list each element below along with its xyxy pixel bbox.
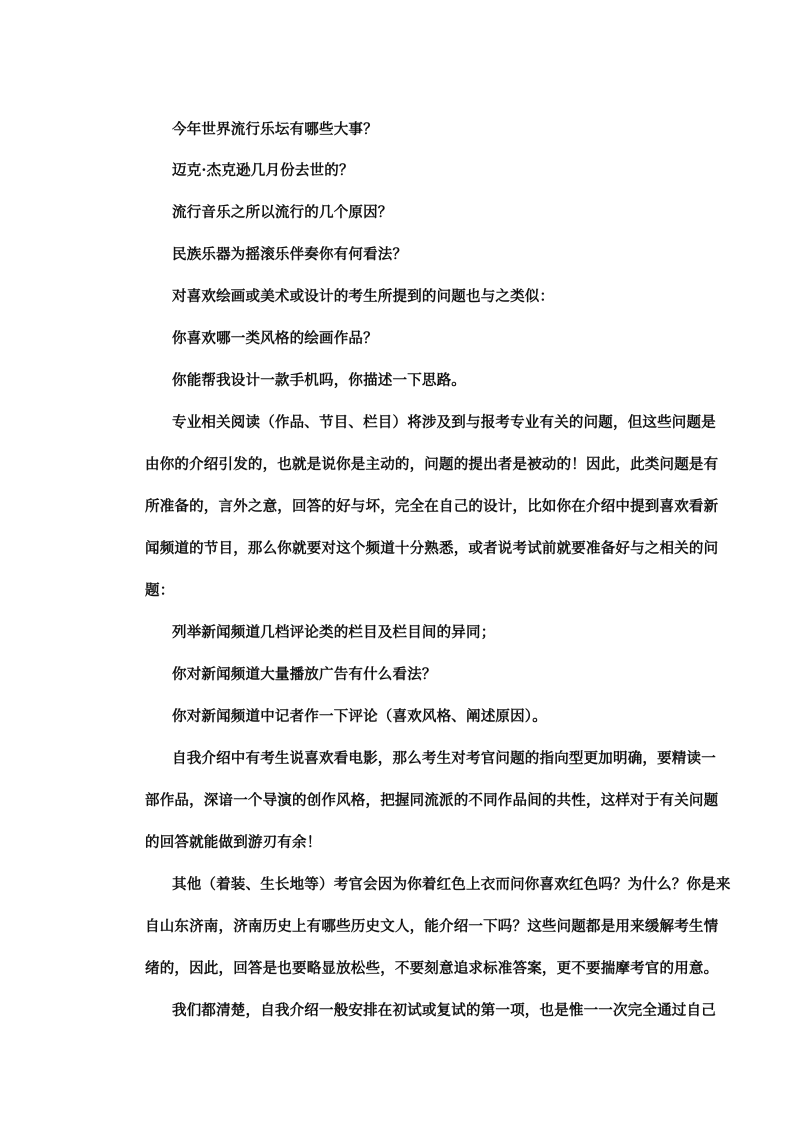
question-line: 迈克·杰克逊几月份去世的？ — [172, 162, 354, 179]
paragraph-line: 自山东济南，济南历史上有哪些历史文人，能介绍一下吗？这些问题都是用来缓解考生情 — [145, 918, 719, 935]
paragraph-line: 所准备的，言外之意，回答的好与坏，完全在自己的设计，比如你在介绍中提到喜欢看新 — [145, 498, 719, 515]
question-line: 你对新闻频道中记者作一下评论（喜欢风格、阐述原因）。 — [172, 708, 547, 725]
question-line: 流行音乐之所以流行的几个原因？ — [172, 204, 393, 221]
paragraph-line: 绪的，因此，回答是也要略显放松些，不要刻意追求标准答案，更不要揣摩考官的用意。 — [145, 960, 719, 977]
question-line: 你对新闻频道大量播放广告有什么看法？ — [172, 666, 437, 683]
question-line: 列举新闻频道几档评论类的栏目及栏目间的异同； — [172, 624, 496, 641]
question-line: 你喜欢哪一类风格的绘画作品？ — [172, 330, 378, 347]
paragraph-line: 题： — [145, 582, 175, 599]
paragraph-line: 专业相关阅读（作品、节目、栏目）将涉及到与报考专业有关的问题，但这些问题是 — [172, 414, 716, 431]
paragraph-line: 部作品，深谙一个导演的创作风格，把握同流派的不同作品间的共性，这样对于有关问题 — [145, 792, 719, 809]
question-line: 民族乐器为摇滚乐伴奏你有何看法？ — [172, 246, 408, 263]
paragraph-line: 闻频道的节目，那么你就要对这个频道十分熟悉，或者说考试前就要准备好与之相关的问 — [145, 540, 719, 557]
paragraph-line: 自我介绍中有考生说喜欢看电影，那么考生对考官问题的指向型更加明确，要精读一 — [172, 750, 716, 767]
section-intro-line: 对喜欢绘画或美术或设计的考生所提到的问题也与之类似： — [172, 288, 555, 305]
paragraph-line: 其他（着装、生长地等）考官会因为你着红色上衣而问你喜欢红色吗？为什么？你是来 — [172, 876, 731, 893]
question-line: 今年世界流行乐坛有哪些大事？ — [172, 121, 378, 138]
paragraph-line: 由你的介绍引发的，也就是说你是主动的，问题的提出者是被动的！因此，此类问题是有 — [145, 456, 719, 473]
paragraph-line: 我们都清楚，自我介绍一般安排在初试或复试的第一项，也是惟一一次完全通过自己 — [172, 1002, 716, 1019]
paragraph-line: 的回答就能做到游刃有余！ — [145, 834, 322, 851]
question-line: 你能帮我设计一款手机吗，你描述一下思路。 — [172, 372, 466, 389]
